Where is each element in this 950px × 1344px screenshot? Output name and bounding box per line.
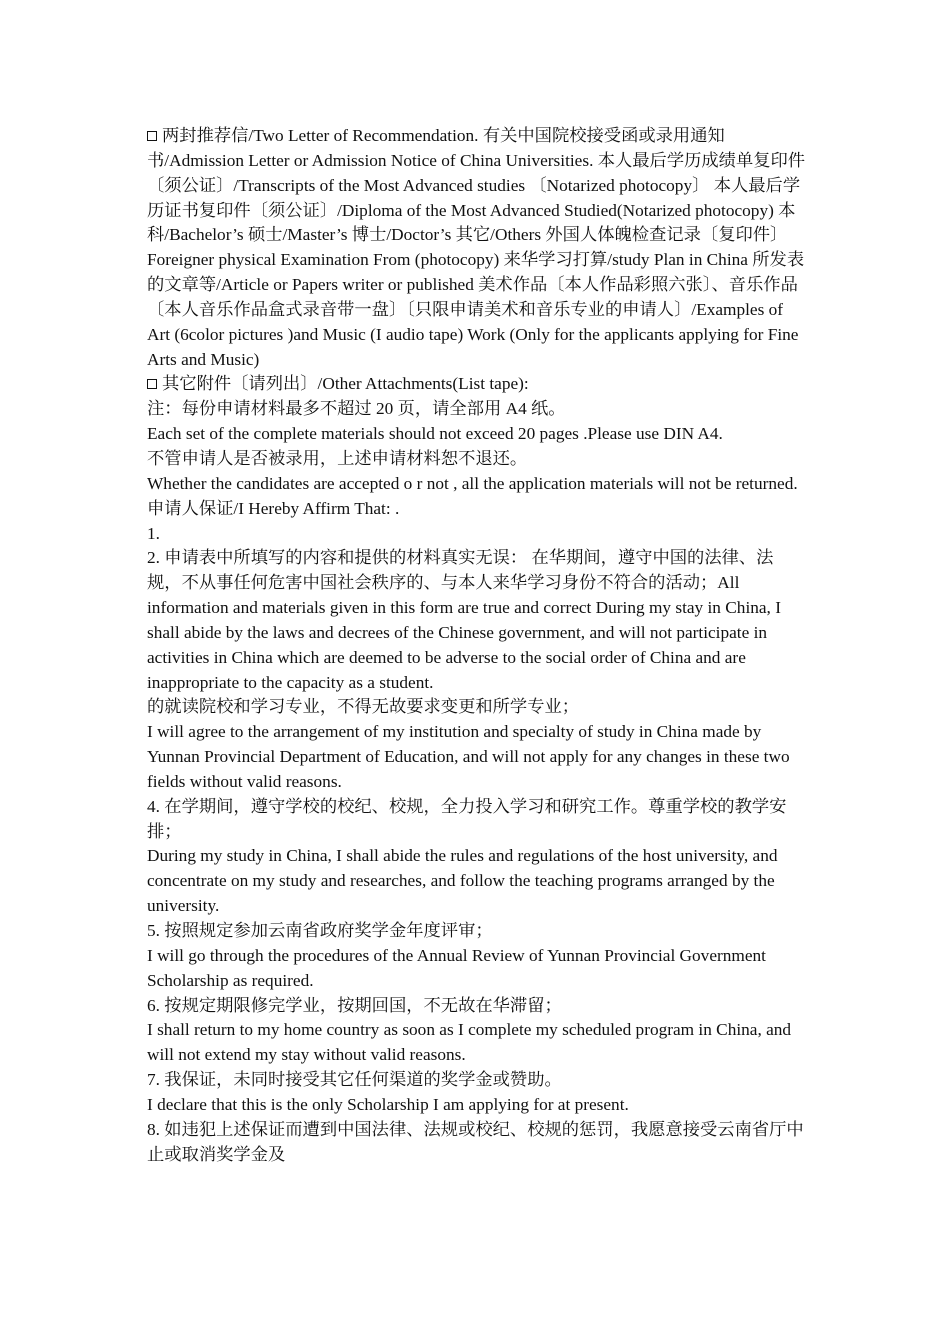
note-cn: 注：每份申请材料最多不超过 20 页，请全部用 A4 纸。 bbox=[147, 399, 566, 419]
return-note-cn: 不管申请人是否被录用，上述申请材料恕不退还。 bbox=[147, 448, 528, 468]
other-attachments-item: 其它附件〔请列出〕/Other Attachments(List tape): bbox=[147, 372, 807, 397]
note-en: Each set of the complete materials should not exceed 20 pages .Please use DIN A4. bbox=[147, 424, 723, 444]
checkbox-icon[interactable] bbox=[147, 379, 157, 389]
checkbox-icon[interactable] bbox=[147, 131, 157, 141]
affirm-item-1: 1. bbox=[147, 523, 160, 543]
affirm-item-6-cn: 6. 按规定期限修完学业，按期回国，不无故在华滞留； bbox=[147, 995, 562, 1015]
affirm-item-4-cn: 4. 在学期间，遵守学校的校纪、校规，全力投入学习和研究工作。尊重学校的教学安排； bbox=[147, 796, 787, 841]
attachments-list-item: 两封推荐信/Two Letter of Recommendation. 有关中国院校接受函或录用通知书/Admission Letter or Admission Notice of China Universities. 本人最后学历成绩单复印件〔须公证〕/Transcripts of the Most Advanced studies 〔Notarized photocopy〕 本人最后学历证书复印件〔须公证〕/Diploma of the Most Advanced Studied(Notarized photocopy) 本科/Bachelor’s 硕士/Master’s 博士/Doctor’s 其它/Others 外国人体魄检查记录〔复印件〕Foreigner physical Examination From (photocopy) 来华学习打算/study Plan in China 所发表的文章等/Article or Papers writer or published 美术作品〔本人作品彩照六张〕、音乐作品〔本人音乐作品盒式录音带一盘〕〔只限申请美术和音乐专业的申请人〕/Examples of Art (6color pictures )and Music (I audio tape) Work (Only for the applicants applying for Fine Arts and Music) bbox=[147, 126, 806, 369]
affirm-item-8-cn: 8. 如违犯上述保证而遭到中国法律、法规或校纪、校规的惩罚，我愿意接受云南省厅中止或取消奖学金及 bbox=[147, 1119, 804, 1164]
return-note-en: Whether the candidates are accepted o r not , all the application materials will not be returned. bbox=[147, 473, 798, 493]
document-body bbox=[147, 124, 807, 1167]
affirm-item-7-en: I declare that this is the only Scholarship I am applying for at present. bbox=[147, 1094, 629, 1114]
affirm-heading: 申请人保证/I Hereby Affirm That: . bbox=[147, 498, 400, 518]
affirm-item-5-cn: 5. 按照规定参加云南省政府奖学金年度评审； bbox=[147, 921, 493, 940]
affirm-item-7-cn: 7. 我保证，未同时接受其它任何渠道的奖学金或赞助。 bbox=[147, 1070, 562, 1090]
affirm-item-3-en: I will agree to the arrangement of my institution and specialty of study in China made by Yunnan Provincial Department of Education, and will not apply for any changes in these two fields without valid reasons. bbox=[147, 722, 790, 791]
affirm-item-3-cn: 的就读院校和学习专业，不得无故要求变更和所学专业； bbox=[147, 697, 580, 717]
affirm-item-4-en: During my study in China, I shall abide the rules and regulations of the host university, and concentrate on my study and researches, and follow the teaching programs arranged by the university. bbox=[147, 846, 778, 916]
affirm-item-5-en: I will go through the procedures of the Annual Review of Yunnan Provincial Government Scholarship as required. bbox=[147, 945, 766, 990]
affirm-item-2: 2. 申请表中所填写的内容和提供的材料真实无误： 在华期间，遵守中国的法律、法规，不从事任何危害中国社会秩序的、与本人来华学习身份不符合的活动；All information and materials given in this form are true and correct During my stay in China, I shall abide by the laws and decrees of the Chinese government, and will not participate in activities in China which are deemed to be adverse to the social order of China and are inappropriate to the capacity as a student. bbox=[147, 548, 781, 692]
affirm-item-6-en: I shall return to my home country as soon as I complete my scheduled program in China, and will not extend my stay without valid reasons. bbox=[147, 1020, 792, 1065]
